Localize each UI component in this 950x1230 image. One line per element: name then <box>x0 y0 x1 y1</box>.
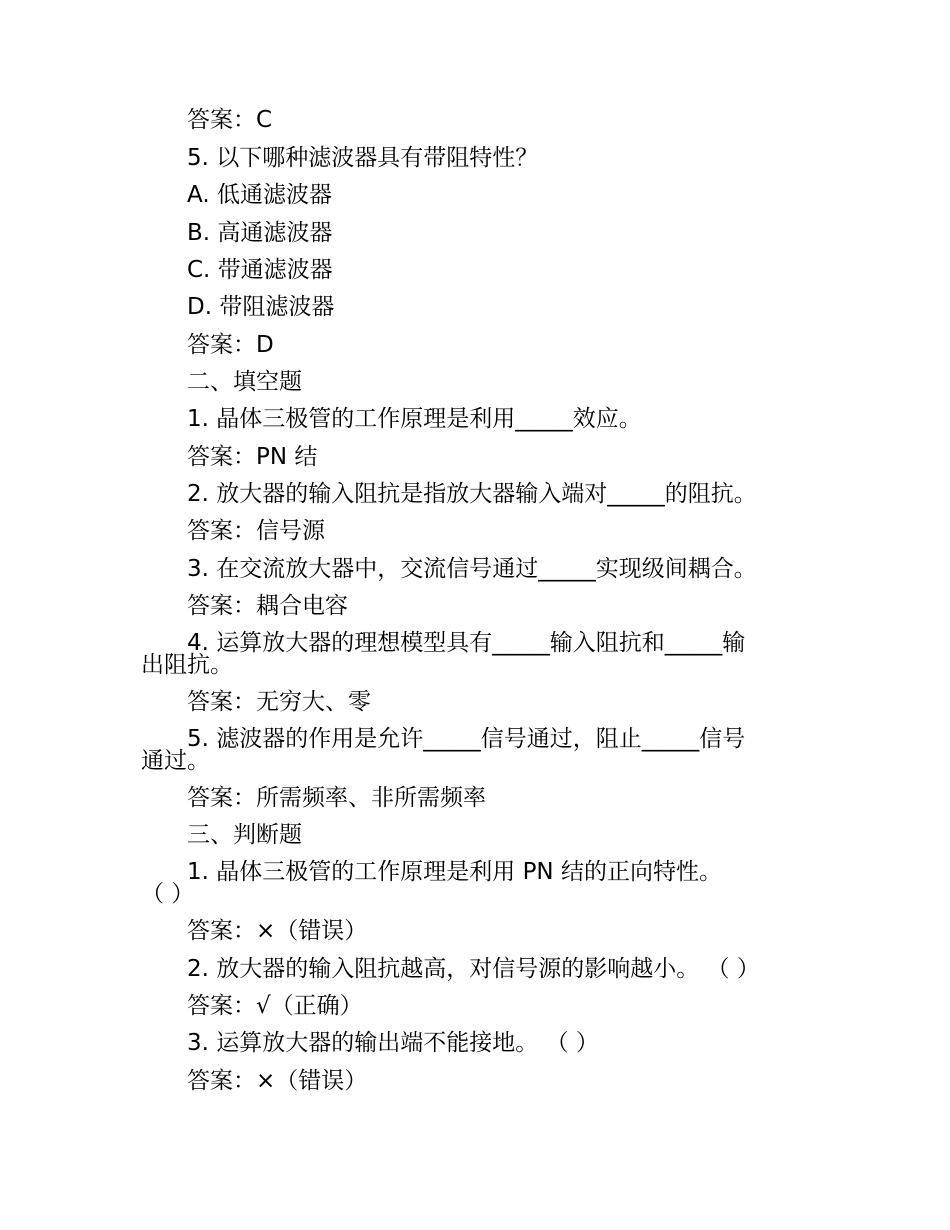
answer-line: 答案：√（正确） <box>187 993 363 1019</box>
question-text: 4. 运算放大器的理想模型具有_____输入阻抗和_____输 <box>187 630 746 656</box>
question-text: 2. 放大器的输入阻抗越高，对信号源的影响越小。 （ ） <box>187 956 760 982</box>
answer-line: 答案：PN 结 <box>187 444 318 470</box>
section-heading: 三、判断题 <box>187 822 302 848</box>
answer-line: 答案：×（错误） <box>187 1068 368 1094</box>
question-text: 1. 晶体三极管的工作原理是利用_____效应。 <box>187 406 642 432</box>
question-text: 5. 以下哪种滤波器具有带阻特性？ <box>187 145 539 171</box>
answer-line: 答案：C <box>187 107 273 133</box>
answer-line: 答案：耦合电容 <box>187 593 348 619</box>
question-text-continued: 出阻抗。 <box>141 652 233 678</box>
answer-line: 答案：D <box>187 332 274 358</box>
question-text: 3. 运算放大器的输出端不能接地。 （ ） <box>187 1030 599 1056</box>
section-heading: 二、填空题 <box>187 369 302 395</box>
question-text: 2. 放大器的输入阻抗是指放大器输入端对_____的阻抗。 <box>187 481 757 507</box>
answer-line: 答案：所需频率、非所需频率 <box>187 785 486 811</box>
answer-line: 答案：信号源 <box>187 518 325 544</box>
question-text: 3. 在交流放大器中，交流信号通过_____实现级间耦合。 <box>187 556 757 582</box>
option-d: D. 带阻滤波器 <box>187 294 335 320</box>
answer-line: 答案：×（错误） <box>187 918 368 944</box>
question-text: 5. 滤波器的作用是允许_____信号通过，阻止_____信号 <box>187 726 746 752</box>
option-a: A. 低通滤波器 <box>187 182 332 208</box>
option-c: C. 带通滤波器 <box>187 257 333 283</box>
answer-line: 答案：无穷大、零 <box>187 689 371 715</box>
question-text: 1. 晶体三极管的工作原理是利用 PN 结的正向特性。 <box>187 859 722 885</box>
option-b: B. 高通滤波器 <box>187 220 333 246</box>
question-text-continued: （ ） <box>141 881 195 907</box>
question-text-continued: 通过。 <box>141 748 210 774</box>
